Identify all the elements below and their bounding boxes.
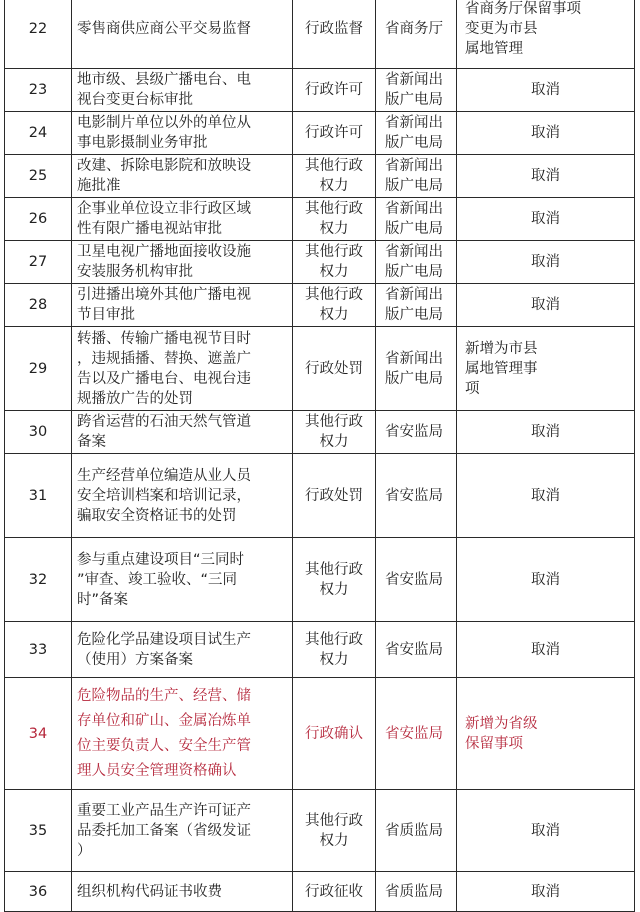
row-number: 35: [5, 790, 72, 872]
power-type-cell: 行政征收: [293, 872, 376, 912]
item-name-cell: 转播、传输广播电视节目时 ，违规插播、替换、遮盖广 告以及广播电台、电视台违 规播放广告的处罚: [72, 327, 293, 411]
item-name-cell: 改建、拆除电影院和放映设 施批准: [72, 155, 293, 198]
department-cell: 省质监局: [376, 872, 457, 912]
row-number: 22: [5, 0, 72, 69]
handling-note-cell: 取消: [457, 112, 635, 155]
table-row: [5, 678, 635, 790]
item-name-cell: 卫星电视广播地面接收设施 安装服务机构审批: [72, 241, 293, 284]
handling-note-cell: 取消: [457, 790, 635, 872]
row-number: 36: [5, 872, 72, 912]
department-cell: 省新闻出 版广电局: [376, 241, 457, 284]
table-row: [5, 454, 635, 538]
handling-note-cell: 取消: [457, 454, 635, 538]
table-row: [5, 241, 635, 284]
handling-note-cell: 取消: [457, 241, 635, 284]
row-number: 34: [5, 678, 72, 790]
item-name-cell: 危险物品的生产、经营、储 存单位和矿山、金属冶炼单 位主要负责人、安全生产管 理人员安全管理资格确认: [72, 678, 293, 790]
table-row: [5, 0, 635, 69]
department-cell: 省安监局: [376, 454, 457, 538]
handling-note-cell: 取消: [457, 198, 635, 241]
department-cell: 省安监局: [376, 622, 457, 678]
table-row: [5, 411, 635, 454]
power-type-cell: 其他行政 权力: [293, 155, 376, 198]
department-cell: 省安监局: [376, 538, 457, 622]
row-number: 32: [5, 538, 72, 622]
item-name-cell: 重要工业产品生产许可证产 品委托加工备案（省级发证 ）: [72, 790, 293, 872]
item-name-cell: 跨省运营的石油天然气管道 备案: [72, 411, 293, 454]
power-type-cell: 其他行政 权力: [293, 538, 376, 622]
handling-note-cell: 取消: [457, 155, 635, 198]
item-name-cell: 参与重点建设项目“三同时 ”审查、竣工验收、“三同 时”备案: [72, 538, 293, 622]
power-type-cell: 行政许可: [293, 112, 376, 155]
power-list-table: [4, 0, 635, 912]
handling-note-cell: 新增为省级 保留事项: [457, 678, 635, 790]
row-number: 27: [5, 241, 72, 284]
row-number: 24: [5, 112, 72, 155]
handling-note-cell: 新增为市县 属地管理事 项: [457, 327, 635, 411]
item-name-cell: 生产经营单位编造从业人员 安全培训档案和培训记录， 骗取安全资格证书的处罚: [72, 454, 293, 538]
power-type-cell: 行政处罚: [293, 454, 376, 538]
handling-note-cell: 取消: [457, 69, 635, 112]
power-type-cell: 其他行政 权力: [293, 284, 376, 327]
handling-note-cell: 取消: [457, 538, 635, 622]
table-row: [5, 622, 635, 678]
table-row: [5, 327, 635, 411]
power-type-cell: 其他行政 权力: [293, 241, 376, 284]
department-cell: 省新闻出 版广电局: [376, 284, 457, 327]
item-name-cell: 危险化学品建设项目试生产 （使用）方案备案: [72, 622, 293, 678]
table-row: [5, 790, 635, 872]
table-row: [5, 112, 635, 155]
table-row: [5, 198, 635, 241]
power-type-cell: 其他行政 权力: [293, 198, 376, 241]
item-name-cell: 企事业单位设立非行政区域 性有限广播电视站审批: [72, 198, 293, 241]
table-row: [5, 872, 635, 912]
department-cell: 省新闻出 版广电局: [376, 198, 457, 241]
row-number: 29: [5, 327, 72, 411]
power-type-cell: 行政监督: [293, 0, 376, 69]
table-row: [5, 155, 635, 198]
table-row: [5, 538, 635, 622]
handling-note-cell: 省商务厅保留事项 变更为市县 属地管理: [457, 0, 635, 69]
handling-note-cell: 取消: [457, 622, 635, 678]
power-type-cell: 行政确认: [293, 678, 376, 790]
department-cell: 省安监局: [376, 411, 457, 454]
row-number: 31: [5, 454, 72, 538]
power-type-cell: 其他行政 权力: [293, 790, 376, 872]
department-cell: 省新闻出 版广电局: [376, 155, 457, 198]
power-type-cell: 行政许可: [293, 69, 376, 112]
department-cell: 省安监局: [376, 678, 457, 790]
row-number: 23: [5, 69, 72, 112]
item-name-cell: 电影制片单位以外的单位从 事电影摄制业务审批: [72, 112, 293, 155]
handling-note-cell: 取消: [457, 284, 635, 327]
department-cell: 省新闻出 版广电局: [376, 69, 457, 112]
power-type-cell: 其他行政 权力: [293, 622, 376, 678]
row-number: 26: [5, 198, 72, 241]
item-name-cell: 组织机构代码证书收费: [72, 872, 293, 912]
table-row: [5, 284, 635, 327]
table-body: [5, 0, 635, 912]
department-cell: 省商务厅: [376, 0, 457, 69]
row-number: 33: [5, 622, 72, 678]
item-name-cell: 零售商供应商公平交易监督: [72, 0, 293, 69]
row-number: 25: [5, 155, 72, 198]
item-name-cell: 地市级、县级广播电台、电 视台变更台标审批: [72, 69, 293, 112]
department-cell: 省新闻出 版广电局: [376, 327, 457, 411]
row-number: 30: [5, 411, 72, 454]
handling-note-cell: 取消: [457, 411, 635, 454]
power-type-cell: 行政处罚: [293, 327, 376, 411]
item-name-cell: 引进播出境外其他广播电视 节目审批: [72, 284, 293, 327]
department-cell: 省新闻出 版广电局: [376, 112, 457, 155]
department-cell: 省质监局: [376, 790, 457, 872]
table-row: [5, 69, 635, 112]
power-type-cell: 其他行政 权力: [293, 411, 376, 454]
handling-note-cell: 取消: [457, 872, 635, 912]
row-number: 28: [5, 284, 72, 327]
